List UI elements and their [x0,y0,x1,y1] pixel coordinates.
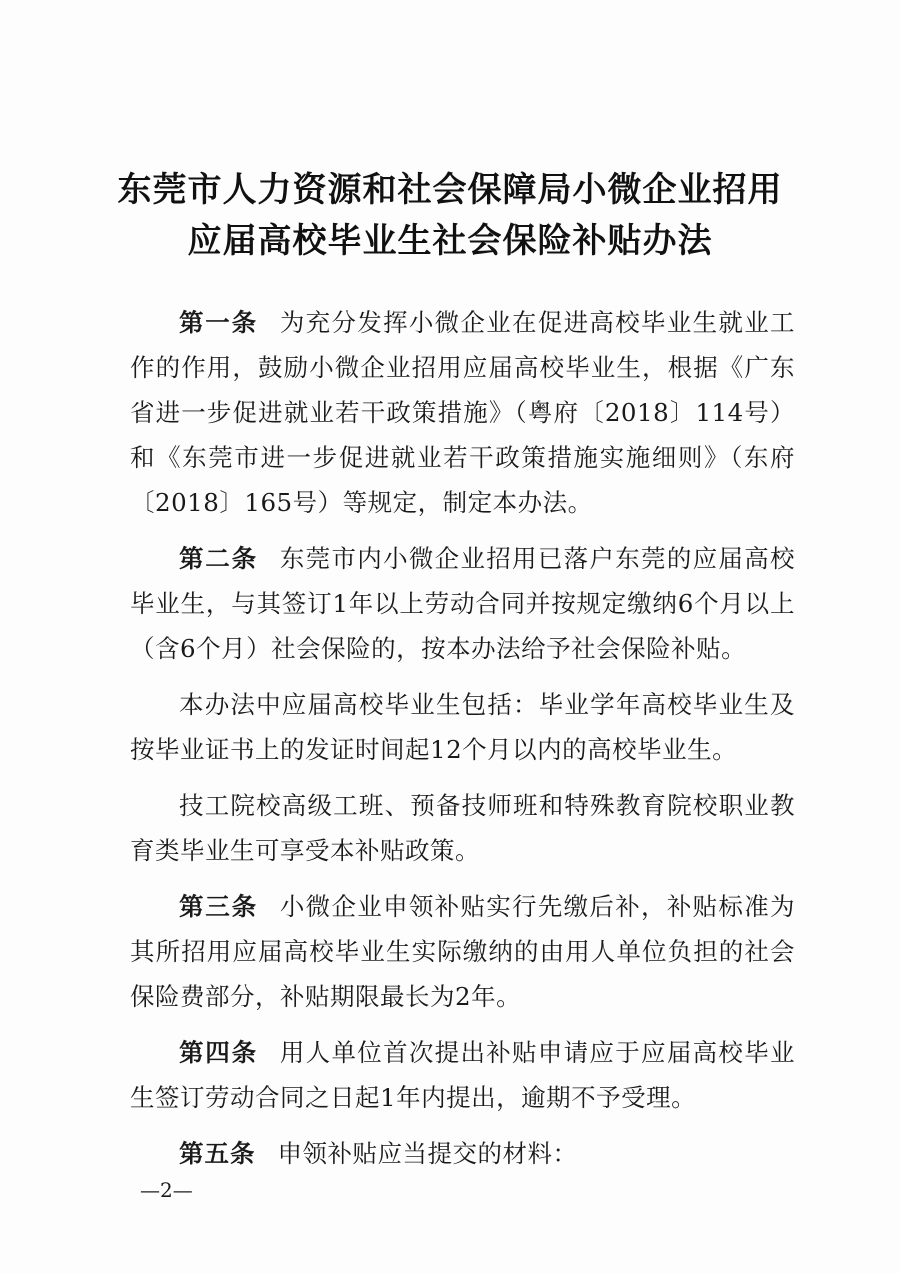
article-label: 第四条 [179,1038,258,1067]
article-label: 第一条 [179,308,258,337]
paragraph-text: 用人单位首次提出补贴申请应于应届高校毕业生签订劳动合同之日起1年内提出，逾期不予受理。 [130,1038,796,1112]
paragraph-text: 为充分发挥小微企业在促进高校毕业生就业工作的作用，鼓励小微企业招用应届高校毕业生，根据《广东省进一步促进就业若干政策措施》（粤府〔2018〕114号）和《东莞市进一步促进就业若干政策措施实施细则》（东府〔2018〕165号）等规定，制定本办法。 [130,308,796,517]
article-label: 第五条 [179,1139,256,1168]
article-label: 第二条 [179,544,258,573]
paragraph-text: 本办法中应届高校毕业生包括：毕业学年高校毕业生及按毕业证书上的发证时间起12个月以内的高校毕业生。 [130,690,795,764]
paragraph-article-3 [130,884,795,1019]
document-body [130,300,795,1187]
paragraph-article-5 [130,1131,795,1176]
paragraph-technical-schools [130,783,795,873]
document-title-line-2: 应届高校毕业生社会保险补贴办法 [187,221,713,261]
paragraph-article-1 [130,300,795,525]
document-title-line-1: 东莞市人力资源和社会保障局小微企业招用 [117,170,783,210]
paragraph-text: 小微企业申领补贴实行先缴后补，补贴标准为其所招用应届高校毕业生实际缴纳的由用人单位负担的社会保险费部分，补贴期限最长为2年。 [130,892,796,1011]
page-number: —2— [140,1178,193,1202]
paragraph-article-2 [130,536,795,671]
paragraph-text: 申领补贴应当提交的材料： [277,1139,578,1168]
paragraph-text: 东莞市内小微企业招用已落户东莞的应届高校毕业生，与其签订1年以上劳动合同并按规定缴纳6个月以上（含6个月）社会保险的，按本办法给予社会保险补贴。 [130,544,796,663]
paragraph-text: 技工院校高级工班、预备技师班和特殊教育院校职业教育类毕业生可享受本补贴政策。 [130,791,795,865]
article-label: 第三条 [179,892,258,921]
paragraph-definition [130,682,795,772]
paragraph-article-4 [130,1030,795,1120]
